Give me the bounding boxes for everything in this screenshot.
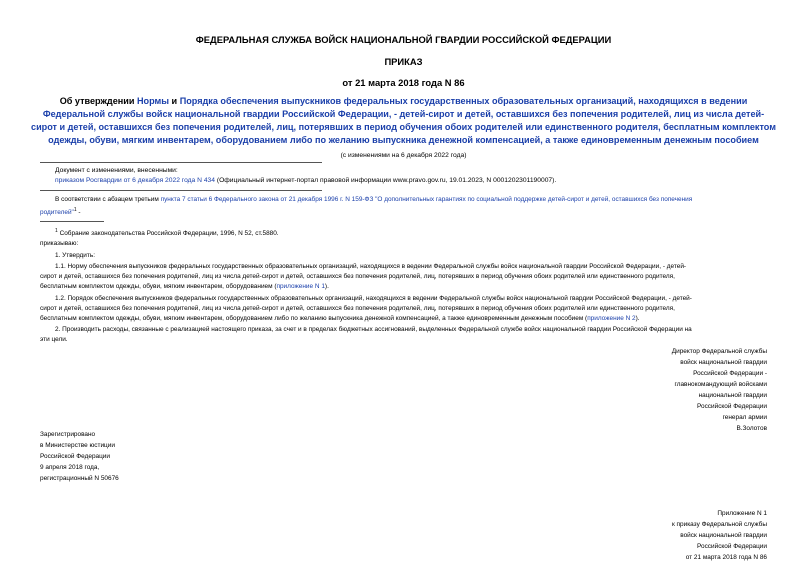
doc-date-number: от 21 марта 2018 года N 86	[342, 77, 465, 88]
title-link-procedure[interactable]: Порядка обеспечения выпускников федеральных государственных образовательных организаций, находящихся в ведении	[179, 96, 748, 106]
preamble-law-link[interactable]: пункта 7 статьи 6 Федерального закона от 21 декабря 1996 г. N 159-ФЗ "О дополнительных гарантиях по социальной поддержке детей-сирот и детей, оставшихся без попечения	[160, 196, 693, 203]
preamble-law-link-cont[interactable]: родителей"	[40, 209, 74, 217]
appendix-2-link[interactable]: приложение N 2	[587, 315, 636, 322]
title-line-1: Об утверждении Нормы и Порядка обеспечения выпускников федеральных государственных образовательных организаций, находящихся в ведении	[59, 96, 748, 106]
item-2-line-2: эти цели.	[40, 336, 68, 343]
appendix-header: Приложение N 1 к приказу Федеральной службы войск национальной гвардии Российской Федерации от 21 марта 2018 года N 86	[671, 510, 767, 561]
item-1-2-line-3: бесплатным комплектом одежды, обуви, мягким инвентарем, оборудованием либо по желанию выпускника денежной компенсацией, а также единовременным денежным пособием (приложение N 2).	[40, 315, 640, 322]
item-1: 1. Утвердить:	[55, 252, 95, 259]
item-1-2-line-2: сирот и детей, оставшихся без попечения родителей, лиц из числа детей-сирот и детей, оставшихся без попечения родителей, лиц, потерявших в период обучения обоих родителей или единственного родителя,	[40, 305, 675, 312]
preamble-line-2: родителей"$^1$ -	[40, 207, 81, 217]
preamble-line-1: В соответствии с абзацем третьим пункта 7 статьи 6 Федерального закона от 21 декабря 1996 г. N 159-ФЗ "О дополнительных гарантиях по социальной поддержке детей-сирот и детей, оставшихся без попечения	[55, 196, 693, 203]
title-line-2[interactable]: Федеральной службы войск национальной гвардии Российской Федерации, - детей-сирот и детей, оставшихся без попечения родителей, лиц из числа детей-	[42, 109, 765, 119]
doc-type-heading: ПРИКАЗ	[384, 56, 423, 67]
item-1-2-line-1: 1.2. Порядок обеспечения выпускников федеральных государственных образовательных организаций, находящихся в ведении Федеральной службы войск национальной гвардии Российской Федерации, - детей-	[55, 295, 692, 302]
changes-note: (с изменениями на 6 декабря 2022 года)	[340, 152, 467, 159]
registration-block: Зарегистрировано в Министерстве юстиции Российской Федерации 9 апреля 2018 года, регистрационный N 50676	[40, 431, 119, 482]
amendment-link[interactable]: приказом Росгвардии от 6 декабря 2022 года N 434	[55, 177, 215, 184]
title-link-norm[interactable]: Нормы	[136, 96, 170, 106]
title-line-4[interactable]: одежды, обуви, мягким инвентарем, оборудованием либо по желанию выпускника денежной компенсацией, а также единовременным денежным пособием	[48, 135, 759, 145]
divider	[40, 190, 322, 191]
item-2-line-1: 2. Производить расходы, связанные с реализацией настоящего приказа, за счет и в пределах бюджетных ассигнований, выделенных Федеральной службе войск национальной гвардии Российской Федерации на	[55, 326, 692, 333]
footnote: $^1$ Собрание законодательства Российской Федерации, 1996, N 52, ст.5880.	[55, 228, 279, 238]
divider	[40, 162, 322, 163]
footnote-divider	[40, 221, 104, 222]
appendix-1-link[interactable]: приложение N 1	[276, 283, 325, 290]
item-1-1-line-3: бесплатным комплектом одежды, обуви, мягким инвентарем, оборудованием (приложение N 1).	[40, 283, 329, 290]
amendment-line: приказом Росгвардии от 6 декабря 2022 года N 434 (Официальный интернет-портал правовой информации www.pravo.gov.ru, 19.01.2023, N 0001202301190007).	[55, 177, 557, 184]
item-1-1-line-1: 1.1. Норму обеспечения выпускников федеральных государственных образовательных организаций, находящихся в ведении Федеральной службы войск национальной гвардии Российской Федерации, - детей-	[55, 263, 687, 270]
agency-heading: ФЕДЕРАЛЬНАЯ СЛУЖБА ВОЙСК НАЦИОНАЛЬНОЙ ГВАРДИИ РОССИЙСКОЙ ФЕДЕРАЦИИ	[195, 34, 612, 45]
title-line-3[interactable]: сирот и детей, оставшихся без попечения родителей, лиц, потерявших в период обучения обоих родителей или единственного родителя, бесплатным комплектом	[31, 122, 776, 132]
amendment-label: Документ с изменениями, внесенными:	[55, 167, 178, 174]
signature-block: Директор Федеральной службы войск национальной гвардии Российской Федерации - главнокомандующий войсками национальной гвардии Российской Федерации генерал армии В.Золотов	[671, 348, 767, 432]
item-1-1-line-2: сирот и детей, оставшихся без попечения родителей, лиц из числа детей-сирот и детей, оставшихся без попечения родителей, лиц, потерявших в период обучения обоих родителей или единственного родителя,	[40, 273, 675, 280]
prikazyvayu: приказываю:	[40, 240, 79, 247]
